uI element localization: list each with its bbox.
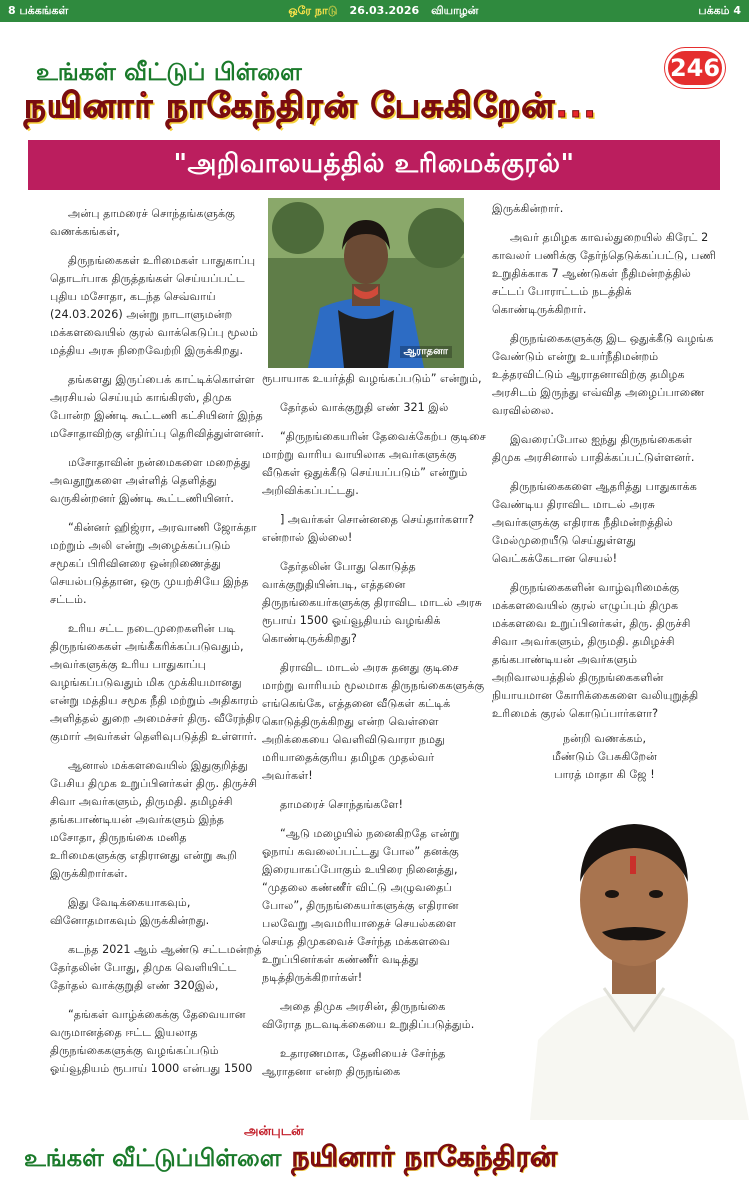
page-number: பக்கம் 4: [698, 3, 741, 17]
issue-number-badge: 246: [665, 48, 725, 88]
paragraph: ரூபாயாக உயர்த்தி வழங்கப்படும்” என்றும்,: [262, 372, 482, 385]
footer-your-son: உங்கள் வீட்டுப்பிள்ளை: [24, 1144, 282, 1172]
masthead-center: [288, 4, 478, 19]
paragraph: அதை திமுக அரசின், திருநங்கை விரோத நடவடிக்கையை உறுதிப்படுத்தும்.: [262, 1000, 475, 1031]
title-banner: "அறிவாலயத்தில் உரிமைக்குரல்": [28, 140, 720, 190]
page-count: 8 பக்கங்கள்: [8, 3, 69, 17]
paragraph: ஆனால் மக்களவையில் இதுகுறித்து பேசிய திமுக உறுப்பினர்கள் திரு. திருச்சி சிவா அவர்களும், திருமதி. தமிழச்சி தங்கபாண்டியன் அவர்களும் இந்த மசோதா, திருநங்கை மனித உரிமைகளுக்கு எதிரானது என்று கூறி இருக்கிறார்கள்.: [50, 759, 258, 880]
paragraph: தாமரைச் சொந்தங்களே!: [280, 798, 403, 811]
paragraph: தங்களது இருப்பைக் காட்டிக்கொள்ள அரசியல் செய்யும் காங்கிரஸ், திமுக போன்ற இண்டி கூட்டணி கட்சியினர் இந்த மசோதாவிற்கு எதிர்ப்பு தெரிவித்துள்ளனர்.: [50, 373, 265, 440]
paragraph: திருநங்கைகள் உரிமைகள் பாதுகாப்பு தொடர்பாக திருத்தங்கள் செய்யப்பட்ட புதிய மசோதா, கடந்த செவ்வாய் (24.03.2026) அன்று நாடாளுமன்ற மக்களவையில் குரல் வாக்கெடுப்பு மூலம் மத்திய அரசு நிறைவேற்றி இருக்கிறது.: [50, 254, 258, 357]
paragraph: திருநங்கைகளை ஆதரித்து பாதுகாக்க வேண்டிய திராவிட மாடல் அரசு அவர்களுக்கு எதிராக நீதிமன்றத்தில் மேல்முறையீடு செய்துள்ளது வெட்கக்கேடான செயல்!: [492, 480, 697, 565]
signoff-slogan: பாரத் மாதா கி ஜே !: [554, 768, 655, 781]
masthead-bar: [0, 0, 749, 22]
column-3: [492, 200, 717, 784]
photo-caption: ஆராதனா: [400, 346, 452, 358]
aradhana-illustration: [268, 198, 464, 368]
footer-signature: [24, 1140, 724, 1177]
issue-day: வியாழன்: [431, 3, 479, 17]
paragraph: அன்பு தாமரைச் சொந்தங்களுக்கு வணக்கங்கள்,: [50, 207, 236, 238]
paragraph: உதாரணமாக, தேனியைச் சேர்ந்த ஆராதனா என்ற திருநங்கை: [262, 1047, 446, 1078]
with-love-label: அன்புடன்: [244, 1124, 304, 1139]
paper-name: ஒரே நாடு: [288, 3, 338, 17]
paragraph: “ஆடு மழையில் நனைகிறதே என்று ஓநாய் கவலைப்பட்டது போல” தனக்கு இரையாகப்போகும் உயிரை நினைத்து, “முதலை கண்ணீர் விட்டு அழுவதைப் போல”, திருநங்கையர்களுக்கு எதிரான பலவேறு அவமரியாதைச் செயல்களை செய்த திமுகவைச் சேர்ந்த மக்களவை உறுப்பினர்கள் கண்ணீர் வடித்து நடித்திருக்கிறார்கள்!: [262, 827, 460, 984]
paragraph: கடந்த 2021 ஆம் ஆண்டு சட்டமன்றத் தேர்தலின் போது, திமுக வெளியிட்ட தேர்தல் வாக்குறுதி எண் 320இல்,: [50, 943, 262, 992]
footer-name: நயினார் நாகேந்திரன்: [291, 1140, 558, 1173]
author-illustration: [520, 790, 749, 1120]
paragraph: ] அவர்கள் சொன்னதை செய்தார்களா? என்றால் இல்லை!: [262, 513, 475, 544]
paragraph: இருக்கின்றார்.: [492, 202, 564, 215]
paragraph: இது வேடிக்கையாகவும், வினோதமாகவும் இருக்கின்றது.: [50, 896, 210, 927]
paragraph: மசோதாவின் நன்மைகளை மறைத்து அவதூறுகளை அள்ளித் தெளித்து வருகின்றனர் இண்டி கூட்டணியினர்.: [50, 456, 251, 505]
paragraph: அவர் தமிழக காவல்துறையில் கிரேட் 2 காவலர் பணிக்கு தேர்ந்தெடுக்கப்பட்டு, பணி உறுதிக்காக 7 ஆண்டுகள் நீதிமன்றத்தில் சட்டப் போராட்டம் நடத்திக் கொண்டிருக்கிறார்.: [492, 231, 717, 316]
issue-date: 26.03.2026: [349, 3, 420, 17]
paragraph: “கின்னர் ஹிஜ்ரா, அரவாணி ஜோக்தா மற்றும் அலி என்று அழைக்கப்படும் சமூகப் பிரிவினரை ஒன்றிணைத்து செயல்படுத்தான, ஒரு முயற்சியே இந்த சட்டம்.: [50, 521, 257, 606]
signoff-again: மீண்டும் பேசுகிறேன்: [552, 750, 657, 763]
signoff-thanks: நன்றி வணக்கம்,: [562, 732, 647, 745]
signoff: [492, 730, 717, 784]
aradhana-photo: [268, 198, 464, 368]
paragraph: திருநங்கைகளின் வாழ்வுரிமைக்கு மக்களவையில் குரல் எழுப்பும் திமுக மக்களவை உறுப்பினர்கள், திரு. திருச்சி சிவா அவர்களும், திருமதி. தமிழச்சி தங்கபாண்டியன் அவர்களும் அறிவாலயத்தில் திருநங்கைகளின் நியாயமான கோரிக்கைகளை வலியுறுத்தி உரிமைக் குரல் கொடுப்பார்களா?: [492, 581, 699, 720]
headline: நயினார் நாகேந்திரன் பேசுகிறேன்...: [24, 86, 598, 126]
column-2: [262, 370, 487, 1092]
author-portrait: [520, 790, 749, 1120]
paragraph: தேர்தல் வாக்குறுதி எண் 321 இல்: [280, 401, 449, 414]
paragraph: திராவிட மாடல் அரசு தனது குடிசை மாற்று வாரியம் மூலமாக திருநங்கைகளுக்கு எங்கெங்கே, எத்தனை வீடுகள் கட்டிக் கொடுத்திருக்கிறது என்ற வெள்ளை அறிக்கையை வெளிவிடுவாரா நமது மரியாதைக்குரிய தமிழக முதல்வர் அவர்கள்!: [262, 661, 485, 782]
paragraph: திருநங்கைகளுக்கு இட ஒதுக்கீடு வழங்க வேண்டும் என்று உயர்நீதிமன்றம் உத்தரவிட்டும் ஆராதனாவிற்கு தமிழக அரசிடம் இருந்து எவ்வித அழைப்பாணை வரவில்லை.: [492, 332, 714, 417]
paragraph: இவரைப்போல ஐந்து திருநங்கைகள் திமுக அரசினால் பாதிக்கப்பட்டுள்ளனர்.: [492, 433, 695, 464]
paragraph: உரிய சட்ட நடைமுறைகளின் படி திருநங்கைகள் அங்கீகரிக்கப்படுவதும், அவர்களுக்கு உரிய பாதுகாப்பு வழங்கப்படுவதும் மிக முக்கியமானது என்று மத்திய சமூக நீதி மற்றும் அதிகாரம் அளித்தல் துறை அமைச்சர் திரு. வீரேந்திர குமார் அவர்கள் தெளிவுபடுத்தி உள்ளார்.: [50, 622, 261, 743]
column-1: [50, 205, 265, 1089]
paragraph: “தங்கள் வாழ்க்கைக்கு தேவையான வருமானத்தை ஈட்ட இயலாத திருநங்கைகளுக்கு வழங்கப்படும் ஓய்வூதியம் ரூபாய் 1000 என்பது 1500: [50, 1008, 253, 1075]
kicker: உங்கள் வீட்டுப் பிள்ளை: [36, 58, 302, 86]
paragraph: “திருநங்கையரின் தேவைக்கேற்ப குடிசை மாற்று வாரிய வாயிலாக அவர்களுக்கு வீடுகள் ஒதுக்கீடு செய்யப்படும்” என்றும் அறிவிக்கப்பட்டது.: [262, 430, 486, 497]
paragraph: தேர்தலின் போது கொடுத்த வாக்குறுதியின்படி, எத்தனை திருநங்கையர்களுக்கு திராவிட மாடல் அரசு ரூபாய் 1500 ஓய்வூதியம் வழங்கிக் கொண்டிருக்கிறது?: [262, 560, 482, 645]
